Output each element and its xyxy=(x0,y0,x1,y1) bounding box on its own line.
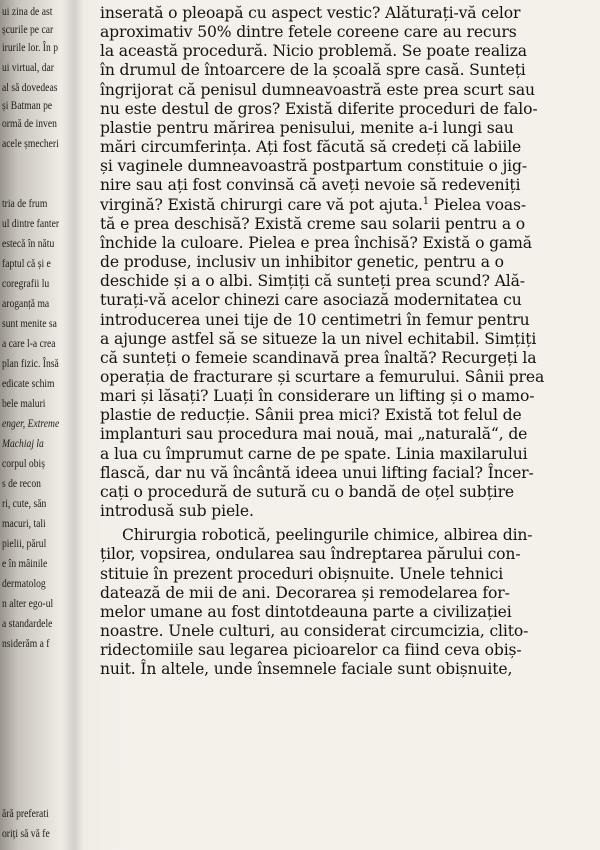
text-line: cați o procedură de sutură cu o bandă de oțel subțire xyxy=(100,482,514,501)
text-line: plastie pentru mărirea penisului, menite a-i lungi sau xyxy=(100,118,514,137)
text-line: noastre. Unele culturi, au considerat circumcizia, clito- xyxy=(100,622,529,640)
fragment-line: aroganță ma xyxy=(2,296,50,310)
fragment-line: șcurile pe car xyxy=(2,22,54,36)
paragraph xyxy=(100,526,588,679)
text-fragment: virgină? Există chirurgi care vă pot ajuta. xyxy=(100,195,423,214)
fragment-line: a care l-a crea xyxy=(2,336,56,350)
text-line: deschide și a o albi. Simțiți că sunteți prea scund? Ală- xyxy=(100,272,525,291)
text-line: nu este destul de gros? Există diferite proceduri de falo- xyxy=(100,99,538,118)
text-line: inserată o pleoapă cu aspect vestic? Alăturați-vă celor xyxy=(100,4,521,22)
text-line: a lua cu împrumut carne de pe spate. Linia maxilarului xyxy=(100,444,528,463)
text-line: aproximativ 50% dintre fetele coreene care au recurs xyxy=(100,23,517,42)
fragment-line: ri, cute, săn xyxy=(2,496,47,510)
text-line xyxy=(100,196,588,215)
fragment-line: Machiaj la xyxy=(2,436,44,450)
text-line: plastie de reducție. Sânii prea mici? Există tot felul de xyxy=(100,406,522,425)
book-gutter-shadow xyxy=(62,0,84,850)
text-line: îngrijorat că penisul dumneavoastră este prea scurt sau xyxy=(100,80,535,99)
fragment-line: tria de frum xyxy=(2,196,48,210)
fragment-line: ui virtual, dar xyxy=(2,60,54,74)
previous-page-edge xyxy=(0,0,66,850)
fragment-line: oriți să vă fe xyxy=(2,826,50,840)
fragment-line: s de recon xyxy=(2,476,41,490)
text-line: introdusă sub piele. xyxy=(100,502,254,521)
fragment-line: irurile lor. În p xyxy=(2,40,58,54)
fragment-line: ul dintre fanter xyxy=(2,216,60,230)
text-line: mări circumferința. Ați fost făcută să credeți că labiile xyxy=(100,138,522,157)
fragment-line: n alter ego-ul xyxy=(2,596,54,610)
text-line: la această procedură. Nicio problemă. Se poate realiza xyxy=(100,42,527,61)
text-line: ridectomiile sau legarea picioarelor ca fiind ceva obiș- xyxy=(100,641,522,660)
fragment-line: și Batman pe xyxy=(2,98,53,112)
fragment-line: nsiderăm a f xyxy=(2,636,50,650)
text-line: și vaginele dumneavoastră postpartum constituie o jig- xyxy=(100,157,527,176)
text-line: închide la culoare. Pielea e prea închisă? Există o gamă xyxy=(100,233,532,252)
fragment-line: ui zina de ast xyxy=(2,4,53,18)
text-line: nire sau ați fost convinsă că aveți nevoie să redeveniți xyxy=(100,176,521,195)
text-line: nuit. În altele, unde însemnele faciale sunt obișnuite, xyxy=(100,660,513,679)
fragment-line: ără preferati xyxy=(2,806,49,820)
text-line: mari și lăsați? Luați în considerare un lifting și o mamo- xyxy=(100,387,535,406)
text-line: ților, vopsirea, ondularea sau îndreptarea părului con- xyxy=(100,545,521,564)
fragment-line: edicate schim xyxy=(2,376,55,390)
text-line: în drumul de întoarcere de la școală spre casă. Sunteți xyxy=(100,61,526,80)
fragment-line: sunt menite sa xyxy=(2,316,57,330)
fragment-line: corpul obiș xyxy=(2,456,45,470)
fragment-line: dermatolog xyxy=(2,576,46,590)
text-line: operația de fracturare și scurtare a femurului. Sânii prea xyxy=(100,367,545,386)
text-line: flască, dar nu vă încântă ideea unui lifting facial? Încer- xyxy=(100,463,534,482)
body-text xyxy=(100,4,588,679)
paragraph xyxy=(100,4,588,521)
fragment-line: coregrafii lu xyxy=(2,276,50,290)
fragment-line: e în mâinile xyxy=(2,556,48,570)
fragment-line: al să dovedeas xyxy=(2,80,58,94)
fragment-line: pielii, părul xyxy=(2,536,47,550)
text-line: de produse, inclusiv un inhibitor genetic, pentru a o xyxy=(100,253,504,272)
fragment-line: faptul că și e xyxy=(2,256,51,270)
text-line: turați-vă acelor chinezi care asociază modernitatea cu xyxy=(100,291,522,310)
text-fragment: Pielea voas- xyxy=(429,195,526,214)
text-line: melor umane au fost dintotdeauna parte a civilizației xyxy=(100,602,512,621)
text-line: stituie în prezent proceduri obișnuite. Unele tehnici xyxy=(100,564,504,583)
fragment-line: acele șmecheri xyxy=(2,136,59,150)
fragment-line: a standardele xyxy=(2,616,53,630)
fragment-line: estecă în nătu xyxy=(2,236,55,250)
fragment-line: ormă de inven xyxy=(2,116,57,130)
text-line: a ajunge astfel să se situeze la un nivel echitabil. Simțiți xyxy=(100,329,537,348)
text-line: introducerea unei tije de 10 centimetri în femur pentru xyxy=(100,310,530,329)
fragment-line: plan fizic. Însă xyxy=(2,356,59,370)
text-line: implanturi sau procedura mai nouă, mai „naturală“, de xyxy=(100,425,528,444)
text-line: tă e prea deschisă? Există creme sau solarii pentru a o xyxy=(100,214,526,233)
fragment-line: macuri, tali xyxy=(2,516,46,530)
text-line: datează de mii de ani. Decorarea și remodelarea for- xyxy=(100,583,510,602)
text-line: că sunteți o femeie scandinavă prea înaltă? Recurgeți la xyxy=(100,348,537,367)
text-line: Chirurgia robotică, peelingurile chimice, albirea din- xyxy=(122,526,533,545)
fragment-line: bele maluri xyxy=(2,396,46,410)
footnote-marker[interactable]: 1 xyxy=(422,195,429,207)
fragment-line: enger, Extreme xyxy=(2,416,60,430)
